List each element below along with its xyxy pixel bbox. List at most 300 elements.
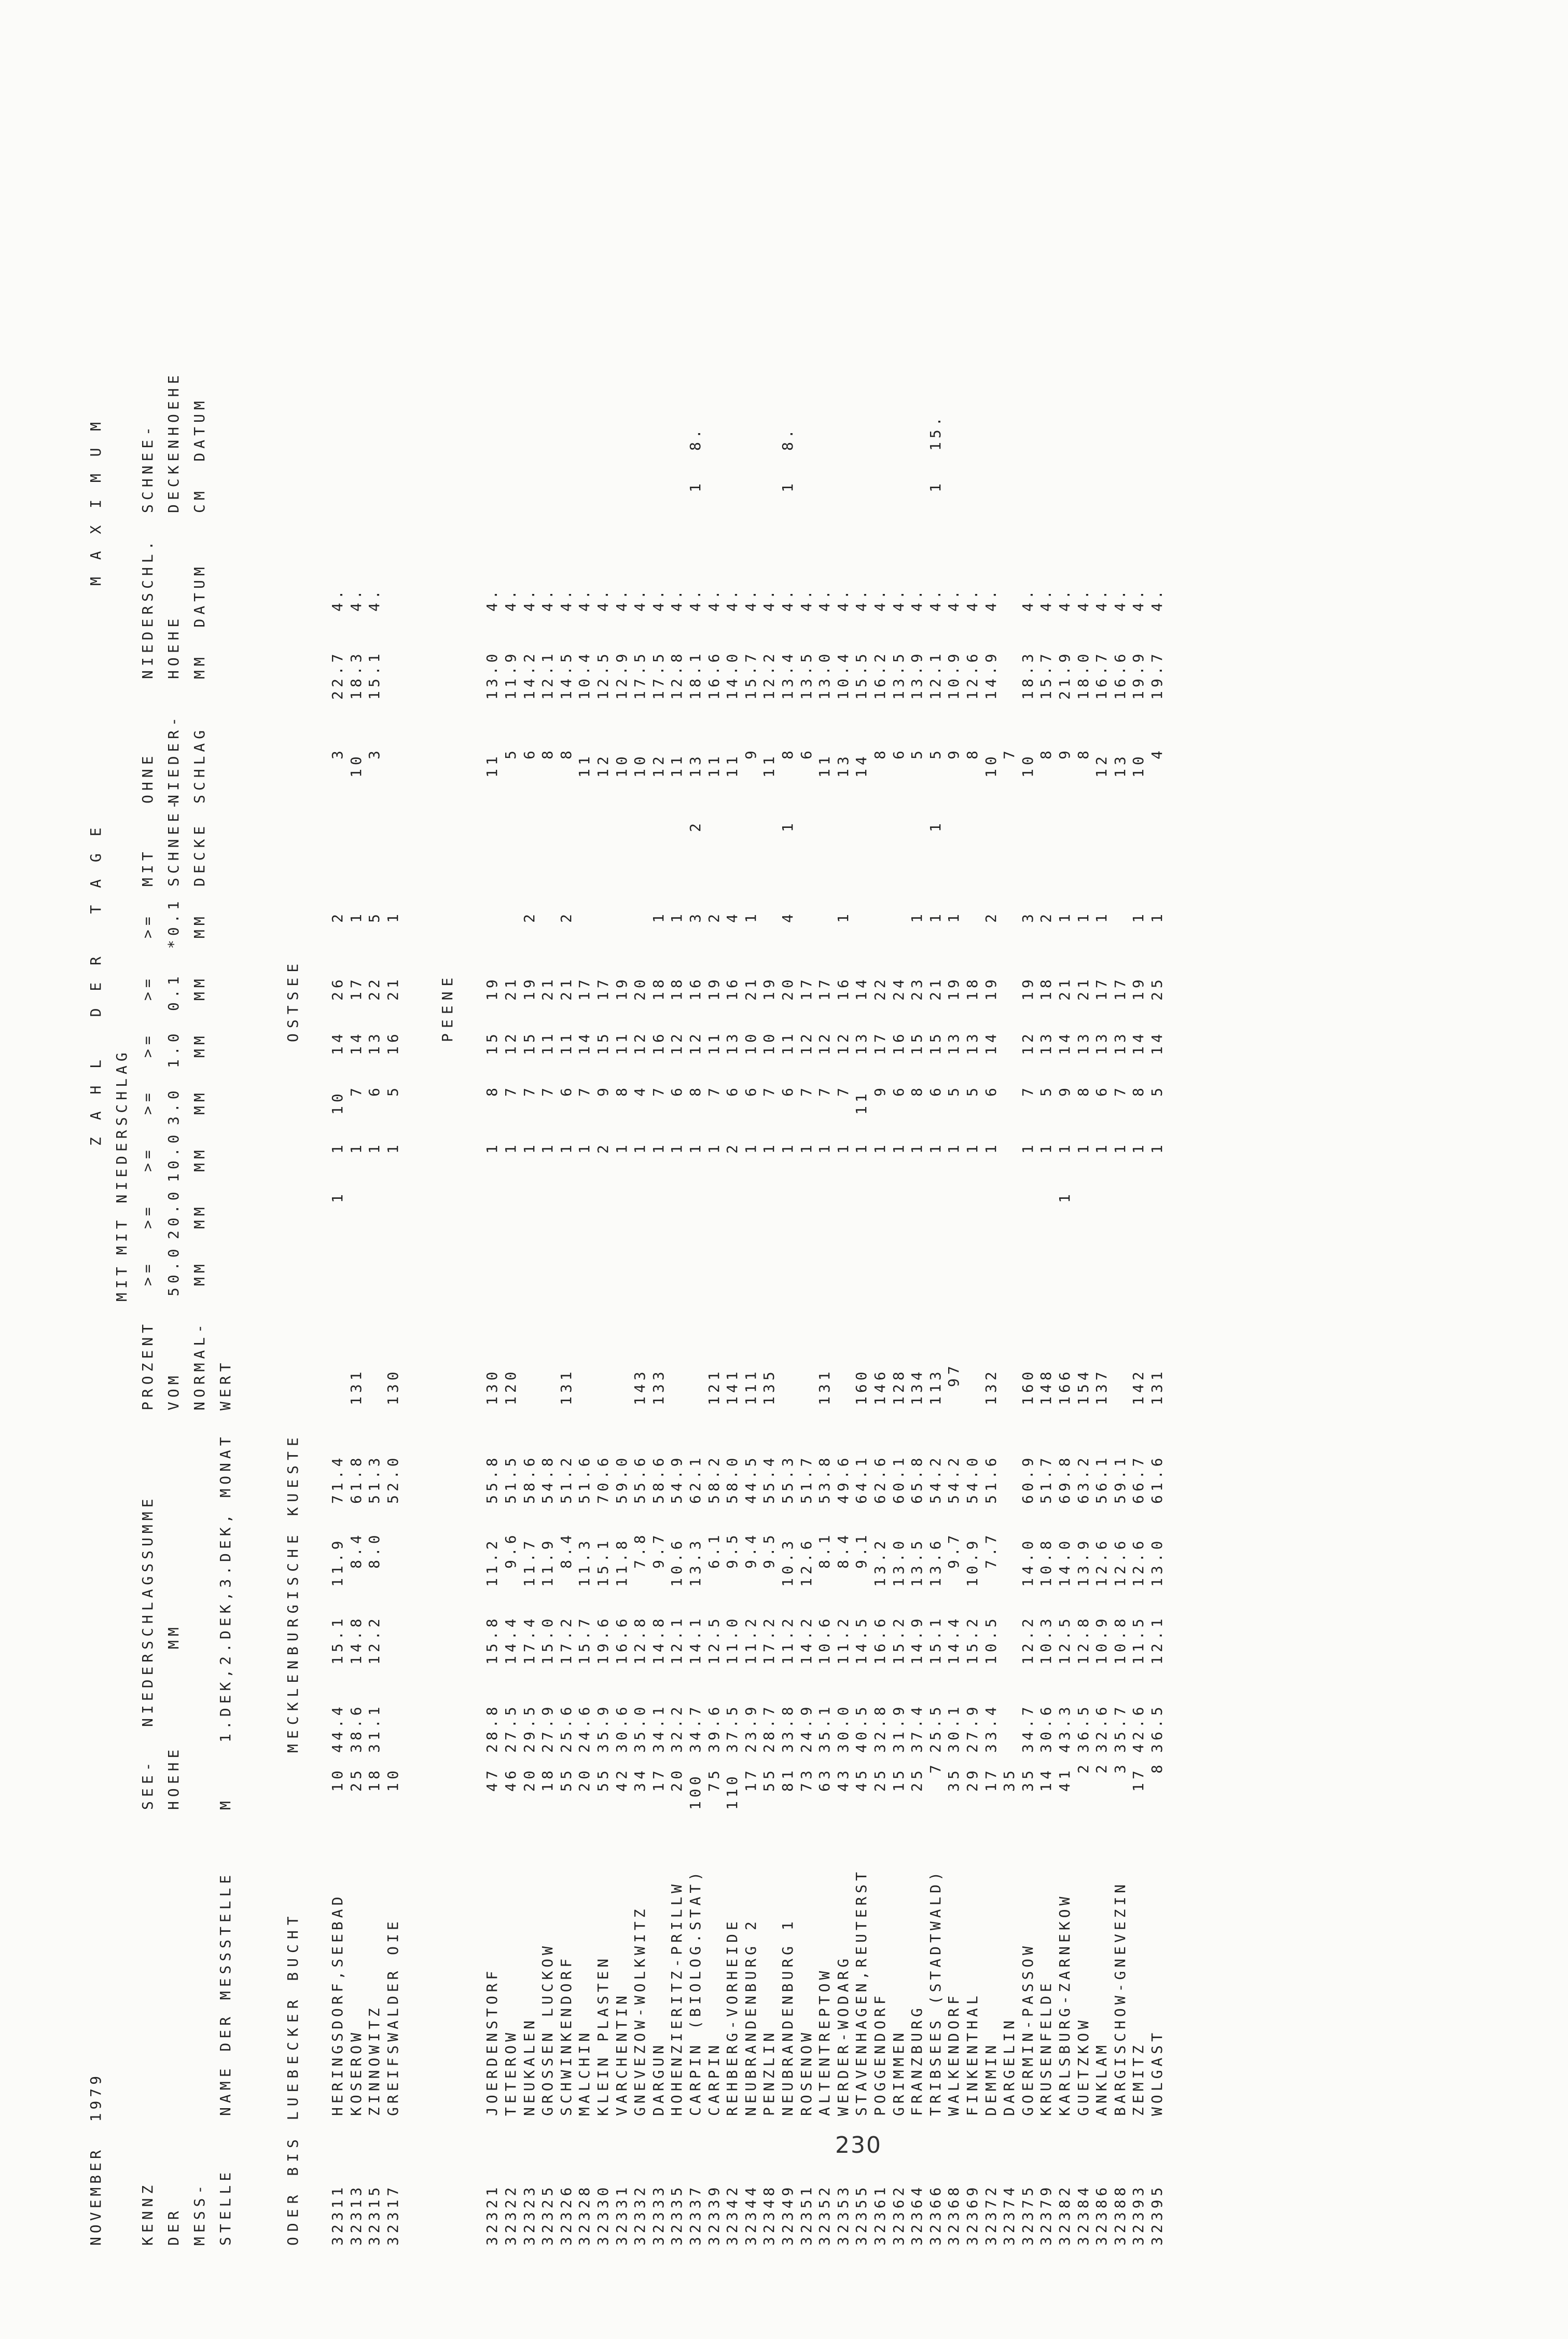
table-cell-id: 32322 bbox=[502, 2183, 519, 2246]
table-cell-z10: 1 bbox=[1074, 1141, 1092, 1154]
table-cell-d1: 25.5 bbox=[926, 1703, 944, 1753]
table-cell-zs: 1 bbox=[1074, 910, 1092, 923]
table-cell-z01: 17 bbox=[1111, 976, 1129, 1001]
table-cell-d1: 43.3 bbox=[1056, 1703, 1073, 1753]
header-name: NAME DER MESSSTELLE bbox=[217, 1871, 234, 2116]
table-cell-sd: 1 bbox=[779, 820, 796, 832]
table-cell-mxd: 4. bbox=[576, 587, 593, 612]
table-cell-mon: 53.8 bbox=[816, 1454, 834, 1504]
table-cell-on: 3 bbox=[329, 747, 346, 759]
table-cell-id: 32339 bbox=[705, 2183, 723, 2246]
table-cell-mon: 71.4 bbox=[329, 1454, 346, 1504]
table-cell-z10: 1 bbox=[613, 1141, 630, 1154]
table-cell-z01: 19 bbox=[982, 976, 1000, 1001]
table-cell-z3: 5 bbox=[1037, 1084, 1055, 1097]
table-cell-z3: 8 bbox=[1130, 1084, 1147, 1097]
table-cell-on: 7 bbox=[1001, 747, 1018, 759]
table-cell-d2: 12.5 bbox=[705, 1615, 723, 1665]
table-cell-z01: 20 bbox=[631, 976, 649, 1001]
header-hoehe: SEE- bbox=[139, 1758, 156, 1810]
table-cell-d1: 37.4 bbox=[908, 1703, 926, 1753]
table-cell-z3: 8 bbox=[483, 1084, 501, 1097]
table-cell-z1: 10 bbox=[742, 1030, 759, 1055]
table-cell-z3: 5 bbox=[964, 1084, 981, 1097]
table-cell-h: 17 bbox=[982, 1767, 1000, 1792]
table-cell-z1: 13 bbox=[853, 1030, 870, 1055]
table-cell-mxd: 4. bbox=[926, 587, 944, 612]
table-cell-d1: 38.6 bbox=[347, 1703, 365, 1753]
table-cell-z01: 18 bbox=[964, 976, 981, 1001]
table-cell-id: 32379 bbox=[1037, 2183, 1055, 2246]
table-cell-mx: 10.9 bbox=[945, 650, 963, 700]
table-cell-mxd: 4. bbox=[502, 587, 519, 612]
table-cell-h: 20 bbox=[668, 1767, 686, 1792]
table-cell-on: 14 bbox=[853, 753, 870, 778]
table-cell-mxd: 4. bbox=[853, 587, 870, 612]
table-cell-d3: 10.6 bbox=[668, 1537, 686, 1587]
table-cell-on: 8 bbox=[1037, 747, 1055, 759]
header-niederschlagssumme: MM bbox=[165, 1623, 182, 1649]
header-prozent: PROZENT bbox=[139, 1320, 156, 1410]
table-cell-pct: 130 bbox=[384, 1368, 401, 1405]
table-cell-name: TRIBSEES (STADTWALD) bbox=[926, 1868, 944, 2116]
table-cell-d3: 11.9 bbox=[329, 1537, 346, 1587]
table-cell-id: 32393 bbox=[1130, 2183, 1147, 2246]
table-cell-d2: 12.1 bbox=[668, 1615, 686, 1665]
table-cell-mxd: 4. bbox=[1074, 587, 1092, 612]
header-threshold-op: >= bbox=[139, 1089, 156, 1115]
table-cell-z3: 10 bbox=[329, 1090, 346, 1115]
table-cell-d3: 6.1 bbox=[705, 1531, 723, 1569]
table-cell-z3: 7 bbox=[520, 1084, 538, 1097]
table-cell-on: 6 bbox=[520, 747, 538, 759]
table-cell-z10: 1 bbox=[1130, 1141, 1147, 1154]
table-cell-mx: 12.6 bbox=[964, 650, 981, 700]
table-cell-h: 29 bbox=[964, 1767, 981, 1792]
table-cell-id: 32317 bbox=[384, 2183, 401, 2246]
table-cell-z01: 21 bbox=[1056, 976, 1073, 1001]
table-cell-h: 34 bbox=[631, 1767, 649, 1792]
table-cell-d1: 33.4 bbox=[982, 1703, 1000, 1753]
table-cell-mxd: 4. bbox=[742, 587, 759, 612]
table-cell-mx: 14.5 bbox=[557, 650, 575, 700]
table-cell-z01: 19 bbox=[945, 976, 963, 1001]
table-cell-on: 8 bbox=[779, 747, 796, 759]
table-cell-d1: 34.7 bbox=[687, 1703, 704, 1753]
table-cell-name: NEUBRANDENBURG 1 bbox=[779, 1918, 796, 2116]
table-cell-z3: 8 bbox=[1074, 1084, 1092, 1097]
table-cell-mxd: 4. bbox=[797, 587, 815, 612]
region-label: ODER BIS LUEBECKER BUCHT bbox=[284, 1911, 301, 2246]
table-cell-d3: 8.1 bbox=[816, 1531, 834, 1569]
table-cell-zs: 2 bbox=[1037, 910, 1055, 923]
header-threshold-unit: MM bbox=[191, 1032, 208, 1058]
table-cell-z1: 13 bbox=[1111, 1030, 1129, 1055]
table-cell-h: 35 bbox=[1019, 1767, 1036, 1792]
table-cell-mxd: 4. bbox=[964, 587, 981, 612]
table-cell-d3: 11.7 bbox=[520, 1537, 538, 1587]
table-cell-name: NEUKALEN bbox=[520, 2017, 538, 2116]
table-cell-sd: 2 bbox=[687, 820, 704, 832]
table-cell-pct: 131 bbox=[557, 1368, 575, 1405]
table-cell-mxd: 4. bbox=[687, 587, 704, 612]
header-threshold-unit: MM bbox=[191, 975, 208, 1001]
table-cell-d3: 13.0 bbox=[890, 1537, 907, 1587]
table-cell-z01: 19 bbox=[520, 976, 538, 1001]
table-cell-d2: 14.1 bbox=[687, 1615, 704, 1665]
table-cell-z01: 19 bbox=[483, 976, 501, 1001]
table-cell-d2: 11.0 bbox=[724, 1615, 741, 1665]
header-kennz: MESS- bbox=[191, 2181, 208, 2246]
table-cell-h: 47 bbox=[483, 1767, 501, 1792]
table-cell-mx: 14.2 bbox=[520, 650, 538, 700]
header-threshold-value: 20.0 bbox=[165, 1187, 182, 1239]
table-cell-z1: 11 bbox=[539, 1030, 557, 1055]
table-cell-z01: 26 bbox=[329, 976, 346, 1001]
table-cell-mon: 62.6 bbox=[871, 1454, 889, 1504]
region-label: OSTSEE bbox=[284, 958, 301, 1042]
table-cell-z3: 7 bbox=[649, 1084, 667, 1097]
table-cell-z1: 17 bbox=[871, 1030, 889, 1055]
table-cell-name: FRANZBURG bbox=[908, 2004, 926, 2116]
table-cell-z1: 15 bbox=[483, 1030, 501, 1055]
table-cell-d3: 9.6 bbox=[502, 1531, 519, 1569]
table-cell-z3: 6 bbox=[926, 1084, 944, 1097]
table-cell-name: POGGENDORF bbox=[871, 1992, 889, 2116]
table-cell-mx: 12.2 bbox=[760, 650, 778, 700]
table-cell-mx: 12.1 bbox=[539, 650, 557, 700]
table-cell-zs: 2 bbox=[520, 910, 538, 923]
table-cell-name: REHBERG-VORHEIDE bbox=[724, 1918, 741, 2116]
table-cell-z1: 13 bbox=[964, 1030, 981, 1055]
table-cell-z01: 14 bbox=[853, 976, 870, 1001]
table-cell-z01: 22 bbox=[366, 976, 383, 1001]
table-cell-h: 25 bbox=[908, 1767, 926, 1792]
header-threshold-unit: MM bbox=[191, 1089, 208, 1115]
table-cell-z01: 17 bbox=[797, 976, 815, 1001]
table-cell-on: 11 bbox=[576, 753, 593, 778]
table-cell-zs: 2 bbox=[329, 910, 346, 923]
table-cell-z3: 7 bbox=[347, 1084, 365, 1097]
table-cell-z10: 1 bbox=[760, 1141, 778, 1154]
table-cell-z01: 17 bbox=[576, 976, 593, 1001]
table-cell-mon: 60.9 bbox=[1019, 1454, 1036, 1504]
table-cell-z1: 12 bbox=[687, 1030, 704, 1055]
table-cell-d2: 11.5 bbox=[1130, 1615, 1147, 1665]
table-cell-mx: 16.7 bbox=[1093, 650, 1111, 700]
table-cell-d1: 31.9 bbox=[890, 1703, 907, 1753]
table-cell-d1: 36.5 bbox=[1074, 1703, 1092, 1753]
table-cell-z01: 18 bbox=[649, 976, 667, 1001]
table-cell-name: NEUBRANDENBURG 2 bbox=[742, 1918, 759, 2116]
table-cell-h: 25 bbox=[347, 1767, 365, 1792]
table-cell-h: 75 bbox=[705, 1767, 723, 1792]
month-year-label: NOVEMBER 1979 bbox=[87, 2072, 104, 2246]
table-cell-d2: 11.2 bbox=[779, 1615, 796, 1665]
table-cell-zs: 1 bbox=[384, 910, 401, 923]
table-cell-mx: 12.9 bbox=[613, 650, 630, 700]
header-threshold-op: >= bbox=[139, 1260, 156, 1286]
table-cell-z3: 6 bbox=[1093, 1084, 1111, 1097]
table-cell-on: 12 bbox=[1093, 753, 1111, 778]
table-cell-id: 32388 bbox=[1111, 2183, 1129, 2246]
table-cell-mon: 66.7 bbox=[1130, 1454, 1147, 1504]
table-cell-h: 55 bbox=[760, 1767, 778, 1792]
table-cell-z10: 2 bbox=[594, 1141, 612, 1154]
table-cell-z10: 1 bbox=[742, 1141, 759, 1154]
table-cell-on: 8 bbox=[1074, 747, 1092, 759]
table-cell-mxd: 4. bbox=[520, 587, 538, 612]
table-cell-d2: 12.2 bbox=[366, 1615, 383, 1665]
table-cell-d3: 13.3 bbox=[687, 1537, 704, 1587]
table-cell-d1: 37.5 bbox=[724, 1703, 741, 1753]
table-cell-mx: 12.1 bbox=[926, 650, 944, 700]
header-kennz: STELLE bbox=[217, 2168, 234, 2246]
table-cell-d3: 8.4 bbox=[347, 1531, 365, 1569]
table-cell-on: 8 bbox=[557, 747, 575, 759]
table-cell-h: 17 bbox=[1130, 1767, 1147, 1792]
table-cell-z01: 19 bbox=[760, 976, 778, 1001]
table-cell-z10: 1 bbox=[871, 1141, 889, 1154]
table-cell-mx: 13.9 bbox=[908, 650, 926, 700]
table-cell-z01: 17 bbox=[594, 976, 612, 1001]
table-cell-d1: 28.7 bbox=[760, 1703, 778, 1753]
table-cell-mxd: 4. bbox=[1111, 587, 1129, 612]
table-cell-id: 32337 bbox=[687, 2183, 704, 2246]
table-cell-mx: 16.6 bbox=[1111, 650, 1129, 700]
table-cell-sh: 1 bbox=[926, 480, 944, 492]
table-cell-d1: 25.6 bbox=[557, 1703, 575, 1753]
table-cell-on: 6 bbox=[890, 747, 907, 759]
header-max-schneedecke: SCHNEE- bbox=[139, 422, 156, 513]
table-cell-mon: 58.6 bbox=[649, 1454, 667, 1504]
table-cell-name: PENZLIN bbox=[760, 2029, 778, 2116]
table-cell-z01: 24 bbox=[890, 976, 907, 1001]
table-cell-pct: 166 bbox=[1056, 1368, 1073, 1405]
table-cell-z10: 1 bbox=[668, 1141, 686, 1154]
table-cell-mx: 15.5 bbox=[853, 650, 870, 700]
header-prozent: WERT bbox=[217, 1359, 234, 1410]
table-cell-z3: 8 bbox=[687, 1084, 704, 1097]
table-cell-on: 11 bbox=[724, 753, 741, 778]
table-cell-mx: 19.7 bbox=[1148, 650, 1165, 700]
table-cell-d2: 12.5 bbox=[1056, 1615, 1073, 1665]
table-cell-d2: 17.4 bbox=[520, 1615, 538, 1665]
table-cell-h: 55 bbox=[557, 1767, 575, 1792]
table-cell-mx: 12.8 bbox=[668, 650, 686, 700]
table-cell-mx: 19.9 bbox=[1130, 650, 1147, 700]
table-cell-z10: 1 bbox=[1037, 1141, 1055, 1154]
table-cell-z1: 11 bbox=[613, 1030, 630, 1055]
table-cell-mx: 18.3 bbox=[1019, 650, 1036, 700]
table-cell-d1: 32.8 bbox=[871, 1703, 889, 1753]
table-cell-shd: 8. bbox=[687, 426, 704, 451]
table-cell-on: 12 bbox=[594, 753, 612, 778]
header-kennz: DER bbox=[165, 2207, 182, 2246]
table-cell-d3: 9.1 bbox=[853, 1531, 870, 1569]
table-cell-mx: 13.5 bbox=[890, 650, 907, 700]
table-cell-h: 17 bbox=[649, 1767, 667, 1792]
table-cell-d1: 29.5 bbox=[520, 1703, 538, 1753]
header-ohne-niederschlag: OHNE bbox=[139, 752, 156, 804]
table-cell-id: 32332 bbox=[631, 2183, 649, 2246]
table-cell-z1: 11 bbox=[779, 1030, 796, 1055]
table-cell-z10: 1 bbox=[1056, 1141, 1073, 1154]
table-cell-d3: 7.7 bbox=[982, 1531, 1000, 1569]
table-cell-z01: 20 bbox=[779, 976, 796, 1001]
table-cell-mon: 59.1 bbox=[1111, 1454, 1129, 1504]
table-cell-on: 10 bbox=[1019, 753, 1036, 778]
table-cell-z1: 14 bbox=[347, 1030, 365, 1055]
table-cell-d3: 9.4 bbox=[742, 1531, 759, 1569]
table-cell-mxd: 4. bbox=[724, 587, 741, 612]
table-cell-mxd: 4. bbox=[816, 587, 834, 612]
table-cell-id: 32384 bbox=[1074, 2183, 1092, 2246]
table-cell-h: 41 bbox=[1056, 1767, 1073, 1792]
table-cell-h: 7 bbox=[926, 1761, 944, 1774]
table-cell-d3: 11.3 bbox=[576, 1537, 593, 1587]
header-niederschlagssumme: NIEDERSCHLAGSSUMME bbox=[139, 1494, 156, 1727]
table-cell-name: ZEMITZ bbox=[1130, 2041, 1147, 2116]
table-cell-z10: 1 bbox=[384, 1141, 401, 1154]
table-cell-h: 3 bbox=[1111, 1761, 1129, 1774]
table-cell-mon: 54.2 bbox=[926, 1454, 944, 1504]
table-cell-z1: 14 bbox=[1056, 1030, 1073, 1055]
table-cell-name: HOHENZIERITZ-PRILLW bbox=[668, 1880, 686, 2116]
table-cell-z10: 1 bbox=[687, 1141, 704, 1154]
header-threshold-value: 3.0 bbox=[165, 1086, 182, 1125]
table-cell-d3: 12.6 bbox=[797, 1537, 815, 1587]
table-cell-mon: 63.2 bbox=[1074, 1454, 1092, 1504]
header-threshold-value: 0.1 bbox=[165, 972, 182, 1011]
table-cell-z01: 17 bbox=[347, 976, 365, 1001]
table-cell-mon: 64.1 bbox=[853, 1454, 870, 1504]
table-cell-pct: 134 bbox=[908, 1368, 926, 1405]
table-cell-shd: 8. bbox=[779, 426, 796, 451]
table-cell-z1: 14 bbox=[576, 1030, 593, 1055]
table-cell-z3: 7 bbox=[539, 1084, 557, 1097]
table-cell-mx: 14.9 bbox=[982, 650, 1000, 700]
table-cell-on: 10 bbox=[631, 753, 649, 778]
table-cell-mon: 55.4 bbox=[760, 1454, 778, 1504]
table-cell-d3: 14.0 bbox=[1019, 1537, 1036, 1587]
table-cell-d1: 30.1 bbox=[945, 1703, 963, 1753]
table-cell-mon: 51.6 bbox=[982, 1454, 1000, 1504]
table-cell-z10: 1 bbox=[964, 1141, 981, 1154]
table-cell-on: 11 bbox=[705, 753, 723, 778]
table-cell-z10: 1 bbox=[1111, 1141, 1129, 1154]
table-cell-mon: 54.2 bbox=[945, 1454, 963, 1504]
table-cell-d1: 34.1 bbox=[649, 1703, 667, 1753]
table-cell-id: 32362 bbox=[890, 2183, 907, 2246]
table-cell-z10: 1 bbox=[890, 1141, 907, 1154]
table-cell-name: VARCHENTIN bbox=[613, 1992, 630, 2116]
table-cell-zs: 5 bbox=[366, 910, 383, 923]
table-cell-z01: 19 bbox=[1019, 976, 1036, 1001]
table-cell-h: 35 bbox=[1001, 1767, 1018, 1792]
header-zahl-der-tage: Z A H L D E R T A G E bbox=[87, 823, 104, 1146]
header-max-niederschlag: MM DATUM bbox=[191, 563, 208, 679]
table-cell-z1: 12 bbox=[1019, 1030, 1036, 1055]
table-cell-pct: 131 bbox=[1148, 1368, 1165, 1405]
header-prozent: NORMAL- bbox=[191, 1320, 208, 1410]
table-cell-z1: 14 bbox=[329, 1030, 346, 1055]
table-cell-d2: 14.9 bbox=[908, 1615, 926, 1665]
table-cell-id: 32382 bbox=[1056, 2183, 1073, 2246]
header-threshold-op: >= bbox=[139, 975, 156, 1001]
table-cell-id: 32326 bbox=[557, 2183, 575, 2246]
table-cell-d2: 10.8 bbox=[1111, 1615, 1129, 1665]
table-cell-zs: 1 bbox=[742, 910, 759, 923]
table-cell-d2: 14.4 bbox=[945, 1615, 963, 1665]
table-cell-name: GRIMMEN bbox=[890, 2029, 907, 2116]
table-cell-h: 45 bbox=[853, 1767, 870, 1792]
table-cell-h: 46 bbox=[502, 1767, 519, 1792]
table-cell-mx: 17.5 bbox=[649, 650, 667, 700]
table-cell-mx: 14.0 bbox=[724, 650, 741, 700]
table-cell-d1: 28.8 bbox=[483, 1703, 501, 1753]
table-cell-h: 63 bbox=[816, 1767, 834, 1792]
table-cell-d3: 12.6 bbox=[1130, 1537, 1147, 1587]
table-cell-z1: 11 bbox=[705, 1030, 723, 1055]
table-cell-mon: 54.0 bbox=[964, 1454, 981, 1504]
header-threshold-op: >= bbox=[139, 912, 156, 938]
table-cell-z3: 9 bbox=[871, 1084, 889, 1097]
table-cell-shd: 15. bbox=[926, 413, 944, 451]
table-cell-id: 32313 bbox=[347, 2183, 365, 2246]
table-cell-z10: 1 bbox=[502, 1141, 519, 1154]
table-cell-mxd: 4. bbox=[1019, 587, 1036, 612]
table-cell-name: ZINNOWITZ bbox=[366, 2004, 383, 2116]
table-cell-h: 10 bbox=[329, 1767, 346, 1792]
table-cell-z20: 1 bbox=[1056, 1191, 1073, 1203]
table-cell-pct: 141 bbox=[724, 1368, 741, 1405]
table-cell-z1: 16 bbox=[384, 1030, 401, 1055]
table-cell-zs: 1 bbox=[834, 910, 852, 923]
table-cell-mxd: 4. bbox=[613, 587, 630, 612]
table-cell-d2: 16.6 bbox=[613, 1615, 630, 1665]
table-cell-mxd: 4. bbox=[329, 587, 346, 612]
table-cell-d2: 17.2 bbox=[557, 1615, 575, 1665]
table-cell-d1: 27.9 bbox=[539, 1703, 557, 1753]
table-cell-zs: 1 bbox=[926, 910, 944, 923]
table-cell-name: HERINGSDORF,SEEBAD bbox=[329, 1893, 346, 2116]
table-cell-mxd: 4. bbox=[871, 587, 889, 612]
table-cell-pct: 160 bbox=[853, 1368, 870, 1405]
table-cell-mon: 62.1 bbox=[687, 1454, 704, 1504]
table-cell-mon: 51.7 bbox=[1037, 1454, 1055, 1504]
table-cell-id: 32352 bbox=[816, 2183, 834, 2246]
table-cell-h: 35 bbox=[945, 1767, 963, 1792]
table-cell-d3: 13.9 bbox=[1074, 1537, 1092, 1587]
header-threshold-value: 1.0 bbox=[165, 1029, 182, 1068]
table-cell-on: 10 bbox=[1130, 753, 1147, 778]
header-threshold-unit: MM bbox=[191, 1203, 208, 1229]
table-cell-z1: 14 bbox=[1148, 1030, 1165, 1055]
table-cell-z1: 13 bbox=[945, 1030, 963, 1055]
table-cell-z1: 12 bbox=[502, 1030, 519, 1055]
table-cell-z10: 1 bbox=[797, 1141, 815, 1154]
table-cell-h: 20 bbox=[576, 1767, 593, 1792]
table-cell-z01: 21 bbox=[557, 976, 575, 1001]
table-cell-d3: 8.4 bbox=[557, 1531, 575, 1569]
table-cell-d3: 13.2 bbox=[871, 1537, 889, 1587]
table-cell-z3: 7 bbox=[502, 1084, 519, 1097]
table-cell-zs: 4 bbox=[779, 910, 796, 923]
table-cell-d2: 12.8 bbox=[631, 1615, 649, 1665]
table-cell-d3: 14.0 bbox=[1056, 1537, 1073, 1587]
table-cell-z3: 6 bbox=[742, 1084, 759, 1097]
